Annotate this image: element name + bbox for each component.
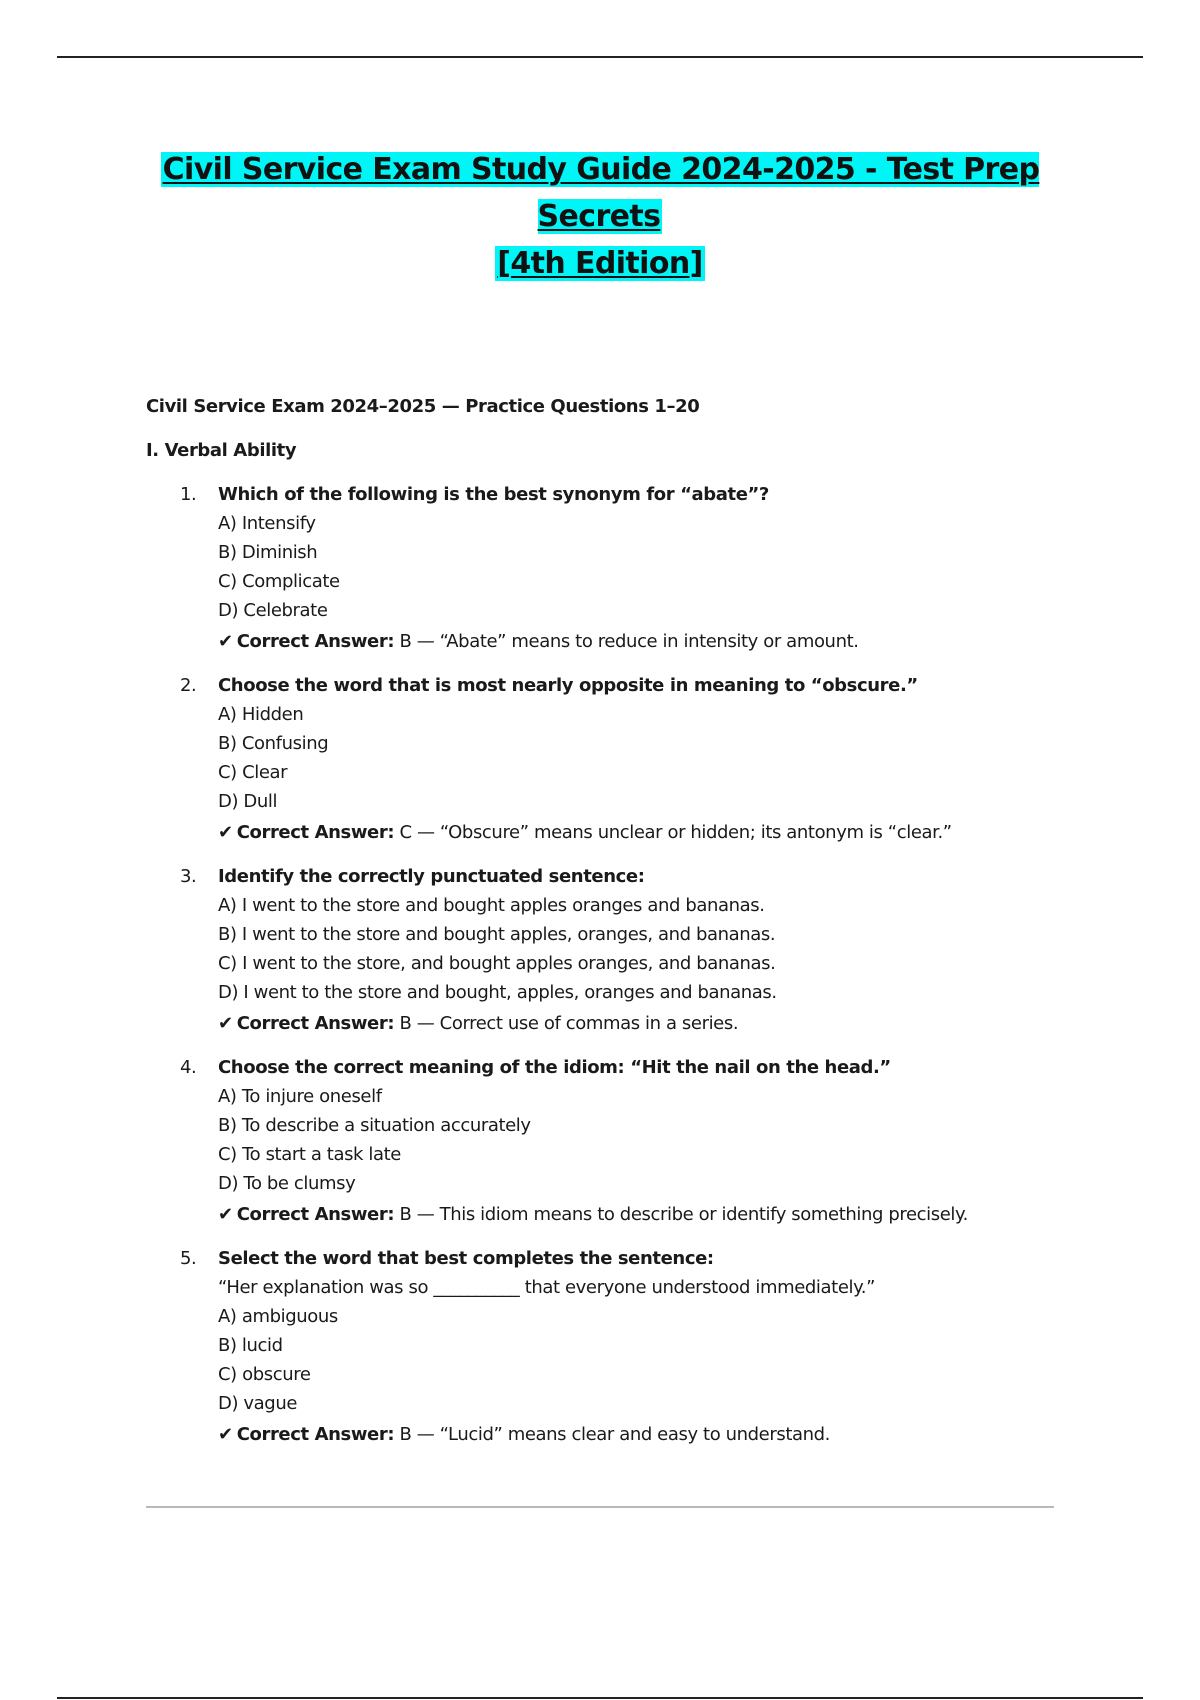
option-a: A) I went to the store and bought apples oranges and bananas.	[218, 895, 765, 916]
check-icon: ✔	[218, 1424, 233, 1445]
option-b: B) Confusing	[218, 733, 329, 754]
answer-text: B — “Abate” means to reduce in intensity or amount.	[399, 631, 859, 652]
title-line-2: [4th Edition]	[497, 246, 703, 281]
option-b: B) lucid	[218, 1335, 283, 1356]
question-3	[146, 863, 1086, 1039]
option-a: A) ambiguous	[218, 1306, 338, 1327]
option-b: B) I went to the store and bought apples, oranges, and bananas.	[218, 924, 776, 945]
correct-answer	[218, 1009, 1086, 1039]
option-d: D) vague	[218, 1393, 297, 1414]
practice-heading: Civil Service Exam 2024–2025 — Practice Questions 1–20	[146, 396, 700, 417]
question-number: 4.	[180, 1057, 197, 1078]
check-icon: ✔	[218, 1204, 233, 1225]
option-b: B) Diminish	[218, 542, 318, 563]
option-b: B) To describe a situation accurately	[218, 1115, 531, 1136]
section-divider	[146, 1506, 1054, 1508]
check-icon: ✔	[218, 822, 233, 843]
option-d: D) Dull	[218, 791, 278, 812]
question-text: Choose the word that is most nearly opposite in meaning to “obscure.”	[218, 675, 918, 696]
question-5	[146, 1245, 1086, 1450]
answer-label: Correct Answer:	[236, 1424, 395, 1445]
answer-label: Correct Answer:	[236, 1204, 395, 1225]
question-text: Identify the correctly punctuated sentence:	[218, 866, 645, 887]
option-c: C) Complicate	[218, 571, 340, 592]
question-2	[146, 672, 1086, 848]
top-rule	[57, 56, 1143, 58]
question-number: 3.	[180, 866, 197, 887]
question-text: Select the word that best completes the sentence:	[218, 1248, 714, 1269]
option-a: A) To injure oneself	[218, 1086, 382, 1107]
answer-text: B — Correct use of commas in a series.	[399, 1013, 739, 1034]
option-c: C) I went to the store, and bought apples oranges, and bananas.	[218, 953, 776, 974]
answer-label: Correct Answer:	[236, 631, 395, 652]
check-icon: ✔	[218, 631, 233, 652]
section-heading: I. Verbal Ability	[146, 440, 297, 461]
option-c: C) obscure	[218, 1364, 311, 1385]
sentence-prompt: “Her explanation was so __________ that everyone understood immediately.”	[218, 1277, 876, 1298]
check-icon: ✔	[218, 1013, 233, 1034]
answer-label: Correct Answer:	[236, 822, 395, 843]
question-text: Choose the correct meaning of the idiom: “Hit the nail on the head.”	[218, 1057, 891, 1078]
option-a: A) Hidden	[218, 704, 304, 725]
option-a: A) Intensify	[218, 513, 316, 534]
question-1	[146, 481, 1086, 657]
title-line-1: Civil Service Exam Study Guide 2024-2025 - Test Prep Secrets	[162, 152, 1040, 234]
option-c: C) To start a task late	[218, 1144, 401, 1165]
question-4	[146, 1054, 1086, 1230]
answer-text: B — This idiom means to describe or identify something precisely.	[399, 1204, 968, 1225]
question-number: 2.	[180, 675, 197, 696]
correct-answer	[218, 627, 1086, 657]
correct-answer	[218, 818, 1086, 848]
answer-text: C — “Obscure” means unclear or hidden; its antonym is “clear.”	[399, 822, 952, 843]
correct-answer	[218, 1420, 1086, 1450]
correct-answer	[218, 1200, 1086, 1230]
answer-label: Correct Answer:	[236, 1013, 395, 1034]
option-d: D) To be clumsy	[218, 1173, 356, 1194]
document-body	[146, 393, 1086, 1465]
question-number: 5.	[180, 1248, 197, 1269]
bottom-rule	[57, 1697, 1143, 1699]
question-text: Which of the following is the best synonym for “abate”?	[218, 484, 769, 505]
answer-text: B — “Lucid” means clear and easy to understand.	[399, 1424, 830, 1445]
document-title	[146, 146, 1054, 287]
option-d: D) I went to the store and bought, apples, oranges and bananas.	[218, 982, 777, 1003]
option-d: D) Celebrate	[218, 600, 328, 621]
question-number: 1.	[180, 484, 197, 505]
option-c: C) Clear	[218, 762, 288, 783]
